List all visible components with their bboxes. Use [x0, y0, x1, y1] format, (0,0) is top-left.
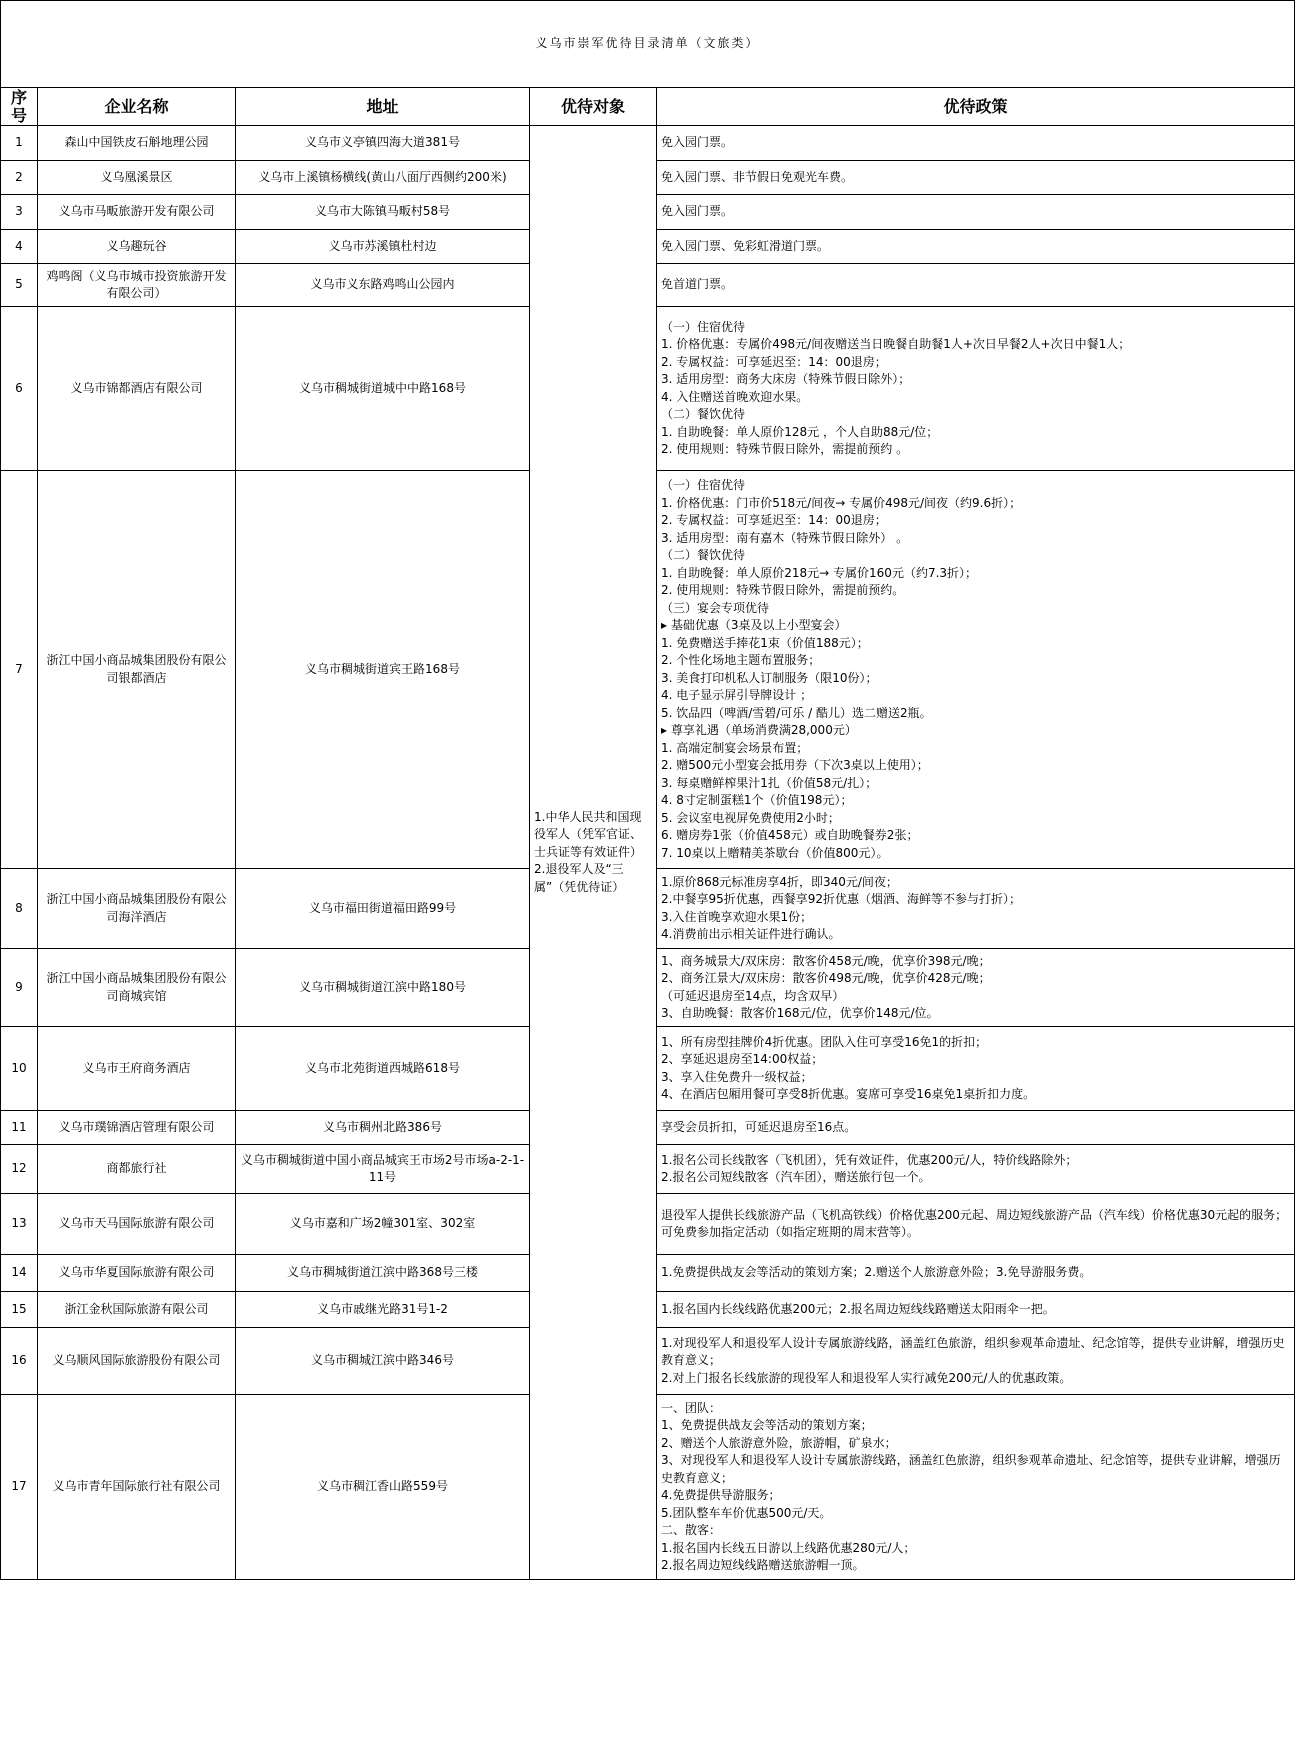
company-name: 浙江中国小商品城集团股份有限公司海洋酒店	[38, 869, 236, 949]
address-cell: 义乌市稠江香山路559号	[236, 1395, 530, 1580]
header-company: 企业名称	[38, 88, 236, 126]
company-name: 浙江金秋国际旅游有限公司	[38, 1292, 236, 1328]
policy-cell: 1.免费提供战友会等活动的策划方案；2.赠送个人旅游意外险；3.免导游服务费。	[657, 1255, 1295, 1292]
row-index: 15	[1, 1292, 38, 1328]
address-cell: 义乌市福田街道福田路99号	[236, 869, 530, 949]
address-cell: 义乌市稠城江滨中路346号	[236, 1328, 530, 1395]
header-target: 优待对象	[530, 88, 657, 126]
policy-cell: 1、所有房型挂牌价4折优惠。团队入住可享受16免1的折扣； 2、享延迟退房至14:00权益； 3、享入住免费升一级权益； 4、在酒店包厢用餐可享受8折优惠。宴席可享受16桌免1桌折扣力度。	[657, 1027, 1295, 1111]
address-cell: 义乌市戚继光路31号1-2	[236, 1292, 530, 1328]
policy-cell: 免入园门票。	[657, 195, 1295, 230]
policy-cell: 1.原价868元标准房享4折，即340元/间夜； 2.中餐享95折优惠，西餐享92折优惠（烟酒、海鲜等不参与打折）； 3.入住首晚享欢迎水果1份； 4.消费前出示相关证件进行确认。	[657, 869, 1295, 949]
title-row	[1, 1, 1295, 88]
row-index: 5	[1, 264, 38, 307]
company-name: 义乌市璞锦酒店管理有限公司	[38, 1111, 236, 1145]
address-cell: 义乌市稠城街道城中中路168号	[236, 307, 530, 471]
address-cell: 义乌市大陈镇马畈村58号	[236, 195, 530, 230]
address-cell: 义乌市稠州北路386号	[236, 1111, 530, 1145]
company-name: 义乌趣玩谷	[38, 230, 236, 264]
row-index: 9	[1, 949, 38, 1027]
policy-cell: 退役军人提供长线旅游产品（飞机高铁线）价格优惠200元起、周边短线旅游产品（汽车线）价格优惠30元起的服务；可免费参加指定活动（如指定班期的周末营等）。	[657, 1194, 1295, 1255]
row-index: 16	[1, 1328, 38, 1395]
row-index: 3	[1, 195, 38, 230]
company-name: 义乌市天马国际旅游有限公司	[38, 1194, 236, 1255]
company-name: 森山中国铁皮石斛地理公园	[38, 126, 236, 161]
address-cell: 义乌市义亭镇四海大道381号	[236, 126, 530, 161]
policy-cell: （一）住宿优待 1. 价格优惠：专属价498元/间夜赠送当日晚餐自助餐1人+次日早餐2人+次日中餐1人； 2. 专属权益：可享延迟至：14：00退房； 3. 适用房型：商务大床房（特殊节假日除外）； 4. 入住赠送首晚欢迎水果。 （二）餐饮优待 1. 自助晚餐：单人原价128元 ，个人自助88元/位； 2. 使用规则：特殊节假日除外，需提前预约 。	[657, 307, 1295, 471]
table-row	[1, 126, 1295, 161]
header-index: 序号	[1, 88, 38, 126]
target-cell: 1.中华人民共和国现役军人（凭军官证、士兵证等有效证件） 2.退役军人及“三属”（凭优待证）	[530, 126, 657, 1580]
row-index: 10	[1, 1027, 38, 1111]
header-row	[1, 88, 1295, 126]
row-index: 1	[1, 126, 38, 161]
address-cell: 义乌市稠城街道宾王路168号	[236, 471, 530, 869]
policy-cell: 1.报名国内长线线路优惠200元；2.报名周边短线线路赠送太阳雨伞一把。	[657, 1292, 1295, 1328]
company-name: 浙江中国小商品城集团股份有限公司商城宾馆	[38, 949, 236, 1027]
policy-cell: 1、商务城景大/双床房：散客价458元/晚，优享价398元/晚； 2、商务江景大/双床房：散客价498元/晚，优享价428元/晚； （可延迟退房至14点，均含双早） 3、自助晚餐：散客价168元/位，优享价148元/位。	[657, 949, 1295, 1027]
row-index: 6	[1, 307, 38, 471]
address-cell: 义乌市稠城街道江滨中路180号	[236, 949, 530, 1027]
policy-cell: 1.报名公司长线散客（飞机团），凭有效证件，优惠200元/人，特价线路除外； 2.报名公司短线散客（汽车团），赠送旅行包一个。	[657, 1145, 1295, 1194]
company-name: 义乌市华夏国际旅游有限公司	[38, 1255, 236, 1292]
company-name: 义乌市马畈旅游开发有限公司	[38, 195, 236, 230]
row-index: 8	[1, 869, 38, 949]
row-index: 13	[1, 1194, 38, 1255]
policy-cell: 一、团队： 1、免费提供战友会等活动的策划方案； 2、赠送个人旅游意外险，旅游帽，矿泉水； 3、对现役军人和退役军人设计专属旅游线路，涵盖红色旅游，组织参观革命遗址、纪念馆等，提供专业讲解，增强历史教育意义； 4.免费提供导游服务； 5.团队整车车价优惠500元/天。 二、散客： 1.报名国内长线五日游以上线路优惠280元/人； 2.报名周边短线线路赠送旅游帽一顶。	[657, 1395, 1295, 1580]
address-cell: 义乌市上溪镇杨横线(黄山八面厅西侧约200米)	[236, 161, 530, 195]
address-cell: 义乌市苏溪镇杜村边	[236, 230, 530, 264]
row-index: 2	[1, 161, 38, 195]
policy-cell: 1.对现役军人和退役军人设计专属旅游线路，涵盖红色旅游，组织参观革命遗址、纪念馆等，提供专业讲解，增强历史教育意义； 2.对上门报名长线旅游的现役军人和退役军人实行减免200元/人的优惠政策。	[657, 1328, 1295, 1395]
address-cell: 义乌市稠城街道中国小商品城宾王市场2号市场a-2-1-11号	[236, 1145, 530, 1194]
company-name: 鸡鸣阁（义乌市城市投资旅游开发有限公司）	[38, 264, 236, 307]
row-index: 4	[1, 230, 38, 264]
address-cell: 义乌市义东路鸡鸣山公园内	[236, 264, 530, 307]
company-name: 义乌市青年国际旅行社有限公司	[38, 1395, 236, 1580]
row-index: 11	[1, 1111, 38, 1145]
company-name: 义乌市王府商务酒店	[38, 1027, 236, 1111]
page-title: 义乌市崇军优待目录清单（文旅类）	[1, 1, 1295, 88]
address-cell: 义乌市稠城街道江滨中路368号三楼	[236, 1255, 530, 1292]
row-index: 12	[1, 1145, 38, 1194]
header-address: 地址	[236, 88, 530, 126]
row-index: 14	[1, 1255, 38, 1292]
row-index: 7	[1, 471, 38, 869]
policy-cell: 享受会员折扣，可延迟退房至16点。	[657, 1111, 1295, 1145]
address-cell: 义乌市北苑街道西城路618号	[236, 1027, 530, 1111]
row-index: 17	[1, 1395, 38, 1580]
company-name: 商都旅行社	[38, 1145, 236, 1194]
company-name: 义乌凰溪景区	[38, 161, 236, 195]
company-name: 义乌市锦都酒店有限公司	[38, 307, 236, 471]
company-name: 浙江中国小商品城集团股份有限公司银都酒店	[38, 471, 236, 869]
policy-cell: 免入园门票、非节假日免观光车费。	[657, 161, 1295, 195]
address-cell: 义乌市嘉和广场2幢301室、302室	[236, 1194, 530, 1255]
policy-cell: 免首道门票。	[657, 264, 1295, 307]
header-policy: 优待政策	[657, 88, 1295, 126]
company-name: 义乌顺风国际旅游股份有限公司	[38, 1328, 236, 1395]
policy-cell: 免入园门票、免彩虹滑道门票。	[657, 230, 1295, 264]
policy-cell: 免入园门票。	[657, 126, 1295, 161]
policy-cell: （一）住宿优待 1. 价格优惠：门市价518元/间夜→ 专属价498元/间夜（约9.6折）； 2. 专属权益：可享延迟至：14：00退房； 3. 适用房型：南有嘉木（特殊节假日除外） 。 （二）餐饮优待 1. 自助晚餐：单人原价218元→ 专属价160元（约7.3折）； 2. 使用规则：特殊节假日除外，需提前预约。 （三）宴会专项优待 ▸ 基础优惠（3桌及以上小型宴会） 1. 免费赠送手捧花1束（价值188元）； 2. 个性化场地主题布置服务； 3. 美食打印机私人订制服务（限10份）； 4. 电子显示屏引导牌设计 ； 5. 饮品四（啤酒/雪碧/可乐 / 酷儿）选二赠送2瓶。 ▸ 尊享礼遇（单场消费满28,000元） 1. 高端定制宴会场景布置； 2. 赠500元小型宴会抵用券（下次3桌以上使用）； 3. 每桌赠鲜榨果汁1扎（价值58元/扎）； 4. 8寸定制蛋糕1个（价值198元）； 5. 会议室电视屏免费使用2小时； 6. 赠房券1张（价值458元）或自助晚餐券2张； 7. 10桌以上赠精美茶歇台（价值800元）。	[657, 471, 1295, 869]
